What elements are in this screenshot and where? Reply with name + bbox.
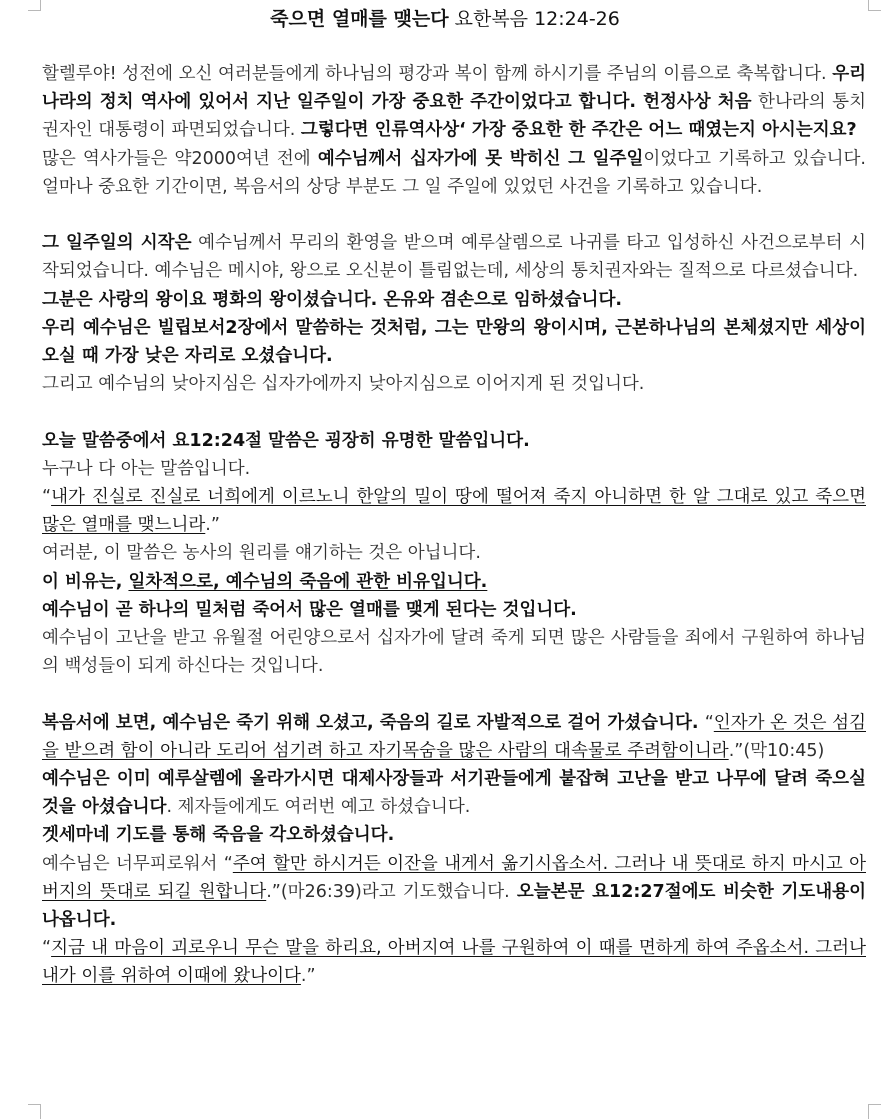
- text-run: 예수님이 곧 하나의 밀처럼 죽어서 많은 열매를 맺게 된다는 것입니다.: [42, 599, 577, 620]
- paragraph: [42, 821, 866, 849]
- paragraph: [42, 934, 866, 990]
- text-run: 예수님은 너무피로워서 “: [42, 853, 233, 874]
- paragraph-spacer: [42, 398, 866, 426]
- text-run: .”(막10:45): [728, 740, 825, 761]
- text-run: 인자가 온 것은 섬김을 받으려 함이 아니라 도리어 섬기려 하고 자기목숨을 많은 사람의 대속물로 주려함이니라: [42, 712, 866, 761]
- paragraph: [42, 370, 866, 398]
- margin-mark-bottom-right: [868, 1104, 881, 1119]
- text-run: 이 비유는,: [42, 571, 129, 592]
- title-scripture-reference: 요한복음 12:24-26: [454, 8, 620, 30]
- text-run: 복음서에 보면, 예수님은 죽기 위해 오셨고, 죽음의 길로 자발적으로 걸어 가셨습니다.: [42, 712, 705, 733]
- paragraph: [42, 455, 866, 483]
- text-run: “: [42, 938, 52, 959]
- paragraph: [42, 765, 866, 821]
- text-run: 주여 할만 하시거든 이잔을 내게서 옮기시옵소서. 그러나 내 뜻대로 하지 마시고 아버지의 뜻대로 되길 원합니다: [42, 853, 866, 902]
- text-run: 우리나라의 정치 역사에 있어서 지난 일주일이 가장 중요한 주간이었다고 합니다. 헌정사상 처음: [42, 64, 866, 113]
- paragraph: [42, 483, 866, 539]
- text-run: 여러분, 이 말씀은 농사의 원리를 얘기하는 것은 아닙니다.: [42, 543, 481, 564]
- text-run: 예수님이 고난을 받고 유월절 어린양으로서 십자가에 달려 죽게 되면 많은 사람들을 죄에서 구원하여 하나님의 백성들이 되게 하신다는 것입니다.: [42, 628, 866, 677]
- text-run: .”: [205, 515, 220, 536]
- text-run: 이었다고 기록하고 있습니다. 얼마나 중요한 기간이면, 복음서의 상당 부분도 그 일 주일에 있었던 사건을 기록하고 있습니다.: [42, 148, 866, 197]
- text-run: .”: [300, 966, 316, 987]
- paragraph: [42, 229, 866, 285]
- text-run: 예수님께서 무리의 환영을 받으며 예루살렘으로 나귀를 타고 입성하신 사건으로부터 시작되었습니다. 예수님은 메시야, 왕으로 오신분이 틀림없는데, 세상의 통치권자와는 질적으로 다르셨습니다.: [42, 233, 866, 282]
- text-run: 겟세마네 기도를 통해 죽음을 각오하셨습니다.: [42, 825, 395, 846]
- paragraph-spacer: [42, 201, 866, 229]
- text-run: 예수님은 이미 예루살렘에 올라가시면 대제사장들과 서기관들에게 붙잡혀 고난을 받고 나무에 달려 죽으실 것을 아셨습니다: [42, 769, 866, 818]
- paragraph: [42, 539, 866, 567]
- text-run: 예수님께서 십자가에 못 박히신 그 일주일: [317, 148, 644, 169]
- text-run: 그렇다면 인류역사상‘ 가장 중요한 한 주간은 어느 때였는지 아시는지요?: [300, 120, 857, 141]
- text-run: 할렐루야! 성전에 오신 여러분들에게 하나님의 평강과 복이 함께 하시기를 주님의 이름으로 축복합니다.: [42, 64, 833, 84]
- paragraph: [42, 850, 866, 935]
- title-main: 죽으면 열매를 맺는다: [270, 8, 449, 30]
- text-run: 그리고 예수님의 낮아지심은 십자가에까지 낮아지심으로 이어지게 된 것입니다.: [42, 374, 645, 395]
- paragraph: [42, 568, 866, 596]
- paragraph: [42, 145, 866, 201]
- text-run: 우리 예수님은 빌립보서2장에서 말씀하는 것처럼, 그는 만왕의 왕이시며, 근본하나님의 본체셨지만 세상이 오실 때 가장 낮은 자리로 오셨습니다.: [42, 317, 866, 367]
- paragraph: [42, 427, 866, 455]
- text-run: . 제자들에게도 여러번 예고 하셨습니다.: [166, 797, 471, 818]
- text-run: “: [42, 487, 52, 508]
- text-run: 내가 진실로 진실로 너희에게 이르노니 한알의 밀이 땅에 떨어져 죽지 아니하면 한 알 그대로 있고 죽으면 많은 열매를 맺느니라: [42, 487, 866, 536]
- paragraph: [42, 624, 866, 680]
- text-run: “: [704, 712, 714, 733]
- text-run: 지금 내 마음이 괴로우니 무슨 말을 하리요, 아버지여 나를 구원하여 이 때를 면하게 하여 주옵소서. 그러나 내가 이를 위하여 이때에 왔나이다: [42, 938, 866, 987]
- paragraph: [42, 314, 866, 370]
- document-body: [42, 60, 866, 991]
- document-title: [0, 6, 890, 32]
- paragraph: [42, 60, 866, 145]
- text-run: 그분은 사랑의 왕이요 평화의 왕이셨습니다. 온유와 겸손으로 임하셨습니다.: [42, 289, 622, 310]
- text-run: 누구나 다 아는 말씀입니다.: [42, 458, 251, 479]
- margin-mark-bottom-left: [28, 1104, 41, 1119]
- text-run: 오늘 말씀중에서 요12:24절 말씀은 굉장히 유명한 말씀입니다.: [42, 430, 530, 451]
- paragraph-spacer: [42, 680, 866, 708]
- paragraph: [42, 596, 866, 624]
- text-run: 한나라의 통치권자인 대통령이 파면되었습니다.: [42, 92, 866, 141]
- paragraph: [42, 709, 866, 765]
- paragraph: [42, 286, 866, 314]
- text-run: 많은 역사가들은 약2000여년 전에: [42, 148, 318, 169]
- text-run: 일차적으로, 예수님의 죽음에 관한 비유입니다.: [128, 571, 488, 592]
- text-run: 오늘본문 요12:27절에도 비슷한 기도내용이 나옵니다.: [42, 881, 866, 931]
- text-run: .”(마26:39)라고 기도했습니다.: [266, 881, 517, 902]
- text-run: 그 일주일의 시작은: [42, 233, 192, 254]
